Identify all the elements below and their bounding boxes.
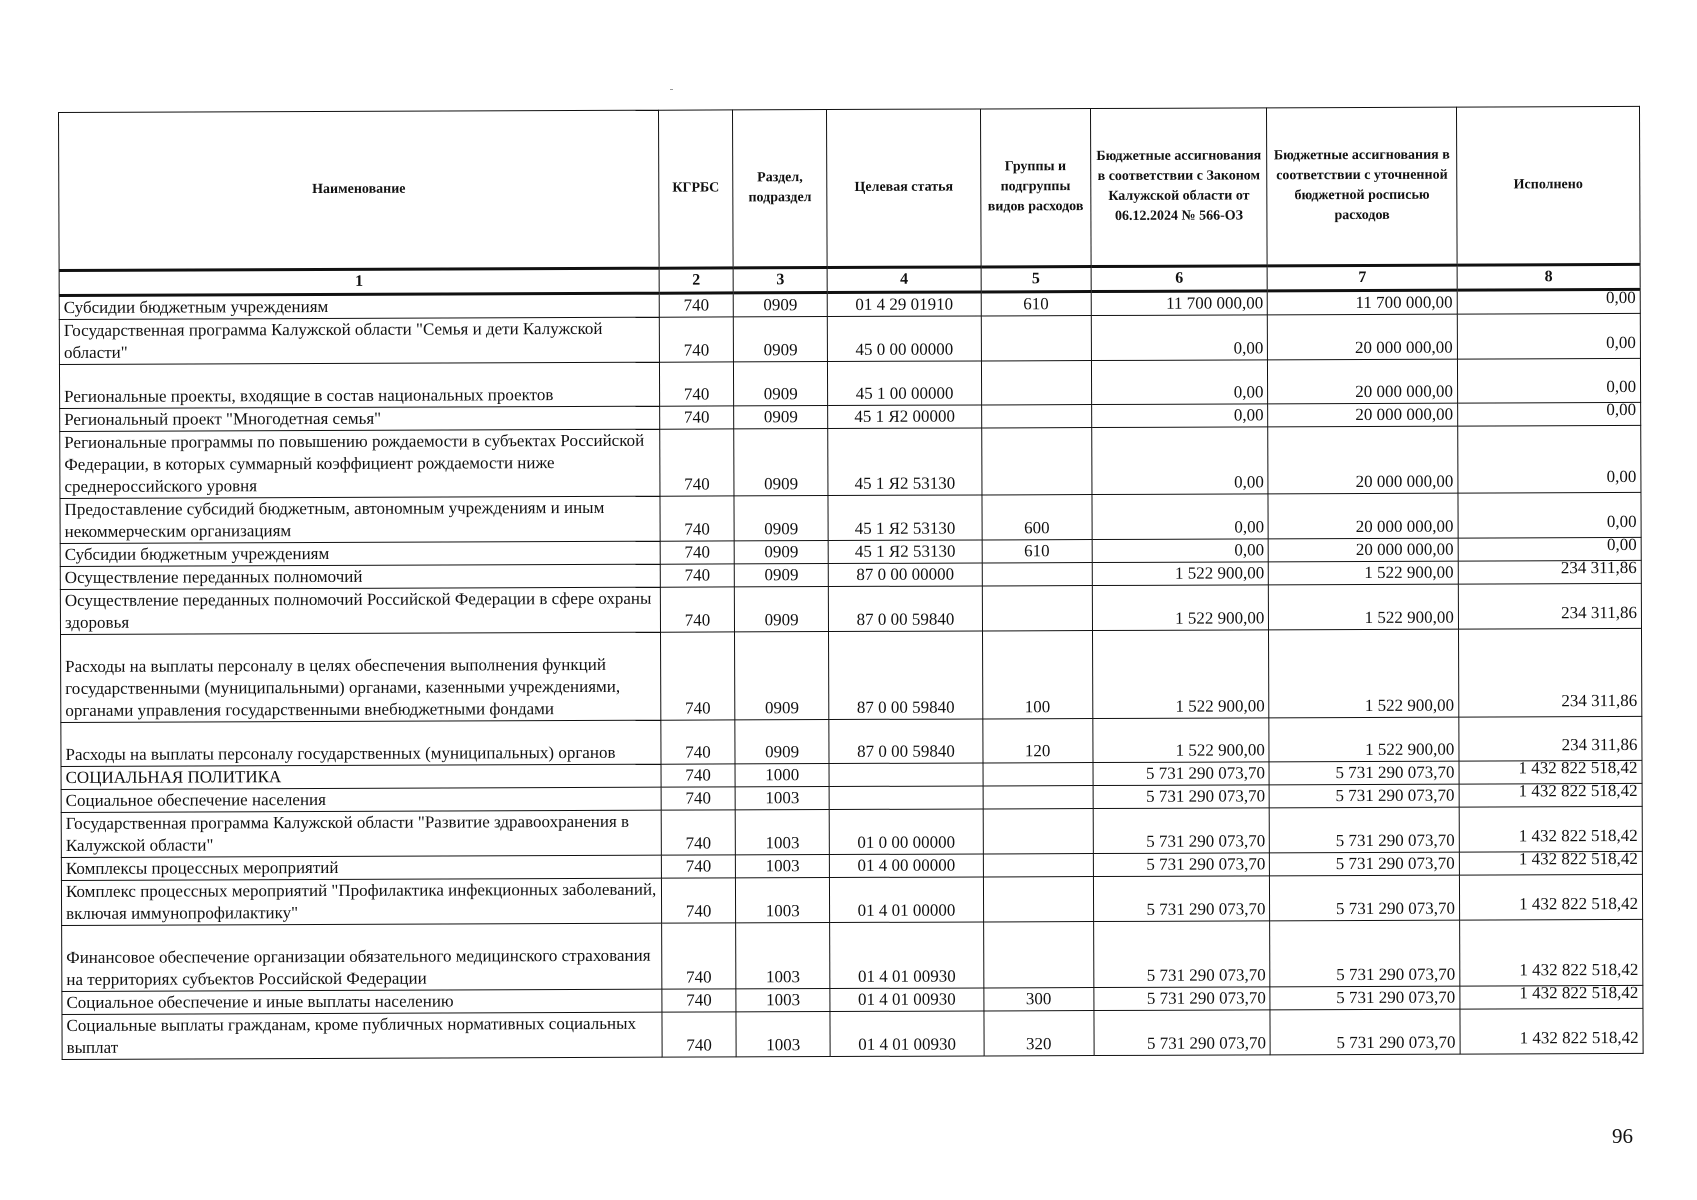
row-law-allocation-value: 11 700 000,00 [1166,293,1264,313]
row-kgrbs: 740 [659,317,733,362]
row-executed [1458,557,1641,584]
row-expense-group: 610 [982,540,1092,563]
row-executed [1459,780,1642,807]
row-law-allocation [1093,808,1270,854]
row-kgrbs: 740 [661,764,735,787]
row-section: 0909 [733,293,827,317]
row-executed-value: 234 311,86 [1560,557,1637,578]
row-expense-group [981,361,1091,405]
row-section: 0909 [734,362,828,406]
row-refined-allocation [1270,875,1460,921]
row-name: Региональные проекты, входящие в состав национальных проектов [59,362,659,408]
row-kgrbs: 740 [661,720,735,764]
row-law-allocation-value: 5 731 290 073,70 [1146,988,1266,1008]
header-expense-groups: Группы и подгруппы видов расходов [980,109,1091,267]
row-target-article: 87 0 00 59840 [829,719,983,764]
row-law-allocation [1093,921,1270,988]
row-section: 0909 [733,317,827,362]
row-refined-allocation-value: 5 731 290 073,70 [1335,785,1455,806]
row-executed [1458,492,1641,538]
row-expense-group [981,428,1091,495]
table-row [62,919,1643,991]
row-refined-allocation-value: 1 522 900,00 [1365,739,1455,759]
row-executed-value: 1 432 822 518,42 [1519,1027,1639,1048]
row-name: Социальные выплаты гражданам, кроме публичных нормативных социальных выплат [62,1012,662,1059]
row-target-article: 01 4 01 00000 [830,877,984,923]
row-executed [1459,716,1642,761]
row-law-allocation [1093,762,1270,786]
row-name: Субсидии бюджетным учреждениям [59,293,659,319]
row-name: Социальное обеспечение населения [61,787,661,812]
row-kgrbs: 740 [660,564,734,587]
row-name: Осуществление переданных полномочий Российской Федерации в сфере охраны здоровья [60,587,660,634]
row-expense-group: 610 [981,292,1091,316]
row-section: 1003 [736,878,830,923]
row-refined-allocation-value: 5 731 290 073,70 [1335,853,1455,874]
row-law-allocation-value: 5 731 290 073,70 [1146,831,1266,851]
row-section: 1003 [735,810,829,855]
table-row [59,313,1640,364]
row-kgrbs: 740 [659,362,733,406]
row-executed-value: 1 432 822 518,42 [1518,757,1638,778]
row-target-article: 87 0 00 59840 [829,586,983,632]
row-expense-group [982,586,1092,631]
row-law-allocation [1091,427,1268,495]
table-row [62,1008,1643,1059]
row-expense-group: 300 [984,988,1094,1011]
row-law-allocation-value: 5 731 290 073,70 [1146,899,1266,919]
row-kgrbs: 740 [660,429,734,496]
row-law-allocation-value: 0,00 [1233,405,1264,425]
row-name: Региональные программы по повышению рождаемости в субъектах Российской Федерации, в которых суммарный коэффициент рождаемости ниже среднероссийского уровня [60,429,660,498]
row-refined-allocation-value: 5 731 290 073,70 [1335,762,1455,783]
row-executed-value: 0,00 [1606,332,1636,353]
row-law-allocation-value: 1 522 900,00 [1175,608,1265,628]
row-name: Осуществление переданных полномочий [60,564,660,589]
row-refined-allocation-value: 5 731 290 073,70 [1335,830,1455,851]
table-row [60,492,1641,543]
row-expense-group [982,563,1092,586]
table-row [59,358,1640,408]
row-name: Расходы на выплаты персоналу государственных (муниципальных) органов [61,720,661,766]
row-executed [1460,982,1643,1009]
row-target-article: 01 4 01 00930 [830,1011,984,1057]
column-number: 6 [1091,266,1268,292]
row-expense-group [983,877,1093,922]
row-law-allocation [1093,785,1270,809]
row-refined-allocation-value: 5 731 290 073,70 [1336,987,1456,1008]
row-name: СОЦИАЛЬНАЯ ПОЛИТИКА [61,764,661,789]
page-number: 96 [1612,1124,1633,1148]
row-refined-allocation [1270,1009,1460,1055]
row-section: 1000 [735,764,829,787]
row-executed-value: 0,00 [1606,466,1637,487]
row-kgrbs: 740 [661,878,735,923]
row-law-allocation-value: 1 522 900,00 [1175,740,1265,760]
row-executed [1457,313,1640,359]
column-number: 7 [1268,265,1458,291]
header-row [59,106,1641,270]
row-target-article: 87 0 00 59840 [829,631,983,720]
row-target-article [829,763,983,787]
row-executed-value: 234 311,86 [1561,690,1638,711]
row-law-allocation [1092,585,1269,631]
row-executed-value: 1 432 822 518,42 [1519,982,1639,1003]
table-row [61,716,1642,766]
row-expense-group [983,809,1093,854]
row-name: Региональный проект "Многодетная семья" [60,406,660,431]
row-kgrbs: 740 [662,989,736,1012]
header-name: Наименование [59,110,660,270]
row-executed-value: 0,00 [1606,399,1637,420]
row-law-allocation [1092,539,1269,563]
row-target-article: 87 0 00 00000 [828,563,982,587]
row-law-allocation [1093,853,1270,877]
row-refined-allocation-value: 1 522 900,00 [1364,562,1454,582]
row-section: 0909 [734,406,828,429]
row-refined-allocation-value: 5 731 290 073,70 [1335,898,1455,919]
row-refined-allocation [1270,852,1460,876]
header-refined-allocations: Бюджетные ассигнования в соответствии с уточненной бюджетной росписью расходов [1267,107,1457,266]
row-executed-value: 0,00 [1606,376,1637,397]
row-law-allocation [1092,562,1269,586]
row-executed [1459,848,1642,875]
row-refined-allocation-value: 20 000 000,00 [1355,404,1454,425]
row-section: 0909 [734,429,828,496]
row-name: Субсидии бюджетным учреждениям [60,541,660,566]
row-target-article: 45 0 00 00000 [828,316,982,362]
row-name: Расходы на выплаты персоналу в целях обеспечения выполнения функций государственными (муниципальными) органами, казенными учреждениями, органами управления государственными внебюджетными фондами [61,632,661,722]
table-row [61,874,1642,925]
header-kgrbs: КГРБС [659,110,734,268]
row-refined-allocation [1269,538,1459,562]
row-target-article: 01 4 01 00930 [830,922,984,989]
row-law-allocation [1091,291,1268,316]
row-refined-allocation-value: 20 000 000,00 [1355,539,1454,560]
row-expense-group [983,786,1093,809]
row-kgrbs: 740 [659,293,733,317]
column-number: 8 [1457,264,1640,290]
row-executed [1459,874,1642,920]
row-expense-group [981,316,1091,361]
row-executed [1457,289,1640,314]
table-body [59,289,1643,1059]
row-expense-group [981,405,1091,428]
row-law-allocation [1093,876,1270,922]
row-refined-allocation [1270,986,1460,1010]
row-section: 0909 [734,587,828,632]
table-row [60,583,1641,634]
row-refined-allocation [1270,807,1460,853]
row-refined-allocation-value: 11 700 000,00 [1355,292,1453,313]
row-law-allocation-value: 0,00 [1234,517,1265,537]
row-law-allocation [1093,718,1270,763]
row-name: Социальное обеспечение и иные выплаты населению [62,989,662,1014]
row-law-allocation [1091,360,1268,405]
row-kgrbs: 740 [660,406,734,429]
row-law-allocation [1094,987,1271,1011]
row-kgrbs: 740 [660,496,734,541]
row-name: Предоставление субсидий бюджетным, автономным учреждениям и иным некоммерческим организациям [60,496,660,543]
row-section: 0909 [734,496,828,541]
row-refined-allocation [1268,314,1458,360]
row-target-article: 01 4 00 00000 [830,854,984,878]
row-executed [1459,806,1642,852]
table-row [60,425,1641,498]
column-number: 3 [733,268,827,293]
row-target-article: 01 4 01 00930 [830,988,984,1012]
column-number: 5 [981,267,1091,292]
row-executed-value: 1 432 822 518,42 [1519,959,1639,980]
row-refined-allocation-value: 20 000 000,00 [1355,516,1454,537]
row-refined-allocation [1269,761,1459,785]
row-section: 0909 [735,632,830,720]
row-law-allocation-value: 0,00 [1233,382,1264,402]
column-number: 4 [827,267,981,293]
row-executed-value: 1 432 822 518,42 [1518,825,1638,846]
header-executed: Исполнено [1456,106,1640,265]
row-target-article: 45 1 Я2 53130 [828,540,982,564]
row-law-allocation [1092,630,1269,719]
row-law-allocation-value: 0,00 [1234,472,1264,492]
row-refined-allocation [1268,359,1458,404]
row-executed [1458,425,1641,493]
row-section: 0909 [735,720,829,764]
row-executed [1460,1008,1643,1054]
row-law-allocation-value: 0,00 [1233,338,1264,358]
row-refined-allocation-value: 1 522 900,00 [1364,607,1454,627]
row-law-allocation-value: 5 731 290 073,70 [1145,763,1266,783]
column-number: 2 [659,268,733,293]
row-executed-value: 234 311,86 [1561,734,1638,755]
header-target-article: Целевая статья [827,109,981,268]
row-law-allocation-value: 5 731 290 073,70 [1146,965,1266,985]
row-refined-allocation [1268,426,1458,494]
row-refined-allocation [1269,561,1459,585]
row-executed [1458,399,1641,426]
row-target-article: 45 1 Я2 53130 [828,495,982,541]
row-section: 1003 [735,787,829,810]
row-law-allocation-value: 5 731 290 073,70 [1147,1033,1267,1053]
row-expense-group: 600 [982,495,1092,540]
row-law-allocation-value: 1 522 900,00 [1174,563,1265,583]
row-executed-value: 234 311,86 [1561,602,1637,623]
row-name: Финансовое обеспечение организации обязательного медицинского страхования на территориях субъектов Российской Федерации [62,923,662,991]
row-law-allocation-value: 5 731 290 073,70 [1146,786,1266,806]
header-section: Раздел, подраздел [733,110,828,268]
row-executed-value: 1 432 822 518,42 [1519,893,1639,914]
row-executed-value: 1 432 822 518,42 [1518,848,1638,869]
row-name: Комплексы процессных мероприятий [61,855,661,880]
row-name: Комплекс процессных мероприятий "Профилактика инфекционных заболеваний, включая иммунопрофилактику" [61,878,661,925]
row-executed [1458,628,1641,717]
row-section: 0909 [734,541,828,564]
row-target-article: 01 0 00 00000 [829,809,983,855]
row-kgrbs: 740 [660,587,734,632]
row-executed [1458,583,1641,629]
row-section: 1003 [736,989,830,1012]
row-refined-allocation-value: 5 731 290 073,70 [1336,964,1456,985]
row-name: Государственная программа Калужской области "Развитие здравоохранения в Калужской области" [61,810,661,857]
row-law-allocation [1091,315,1268,361]
row-executed-value: 0,00 [1606,534,1637,555]
row-executed-value: 1 432 822 518,42 [1518,780,1638,801]
row-law-allocation-value: 1 522 900,00 [1175,696,1265,716]
row-refined-allocation [1268,493,1458,539]
row-expense-group [983,922,1093,988]
scan-speck [670,89,673,90]
row-section: 1003 [736,923,830,989]
row-refined-allocation [1269,629,1459,718]
row-law-allocation [1091,404,1268,428]
row-kgrbs: 740 [661,632,735,720]
row-law-allocation [1092,494,1269,540]
row-law-allocation-value: 0,00 [1234,540,1265,560]
table-row [61,628,1642,722]
row-target-article: 45 1 Я2 53130 [828,428,982,496]
row-section: 1003 [735,855,829,878]
row-refined-allocation [1269,717,1459,762]
row-kgrbs: 740 [662,1012,736,1057]
row-refined-allocation-value: 5 731 290 073,70 [1336,1032,1456,1053]
row-refined-allocation-value: 20 000 000,00 [1355,471,1454,492]
row-expense-group [983,854,1093,877]
column-number: 1 [59,268,659,295]
row-refined-allocation [1270,920,1460,987]
row-refined-allocation [1270,784,1460,808]
row-kgrbs: 740 [661,787,735,810]
row-refined-allocation [1269,584,1459,630]
row-refined-allocation-value: 20 000 000,00 [1355,337,1453,358]
row-expense-group: 320 [984,1011,1094,1056]
row-target-article: 45 1 00 00000 [828,361,982,406]
row-executed-value: 0,00 [1606,511,1637,532]
row-name: Государственная программа Калужской области "Семья и дети Калужской области" [59,317,659,364]
row-target-article: 45 1 Я2 00000 [828,405,982,429]
row-law-allocation-value: 5 731 290 073,70 [1146,854,1266,874]
row-refined-allocation-value: 20 000 000,00 [1355,381,1453,402]
row-section: 1003 [736,1012,830,1057]
table-row [61,806,1642,857]
row-refined-allocation [1268,403,1458,427]
row-expense-group: 100 [982,631,1092,719]
row-target-article: 01 4 29 01910 [827,292,981,317]
row-refined-allocation-value: 1 522 900,00 [1364,695,1455,715]
row-kgrbs: 740 [660,541,734,564]
row-expense-group [983,763,1093,786]
row-expense-group: 120 [983,719,1093,763]
row-law-allocation [1094,1010,1271,1056]
row-kgrbs: 740 [661,810,735,855]
header-law-allocations: Бюджетные ассигнования в соответствии с Законом Калужской области от 06.12.2024 № 566-ОЗ [1090,108,1267,267]
row-executed [1457,358,1640,403]
row-target-article [829,786,983,810]
row-executed [1459,919,1642,986]
budget-execution-table [58,106,1644,1060]
row-section: 0909 [734,564,828,587]
row-executed-value: 0,00 [1605,287,1636,308]
row-refined-allocation [1268,290,1458,315]
row-kgrbs: 740 [661,855,735,878]
row-kgrbs: 740 [662,923,736,989]
